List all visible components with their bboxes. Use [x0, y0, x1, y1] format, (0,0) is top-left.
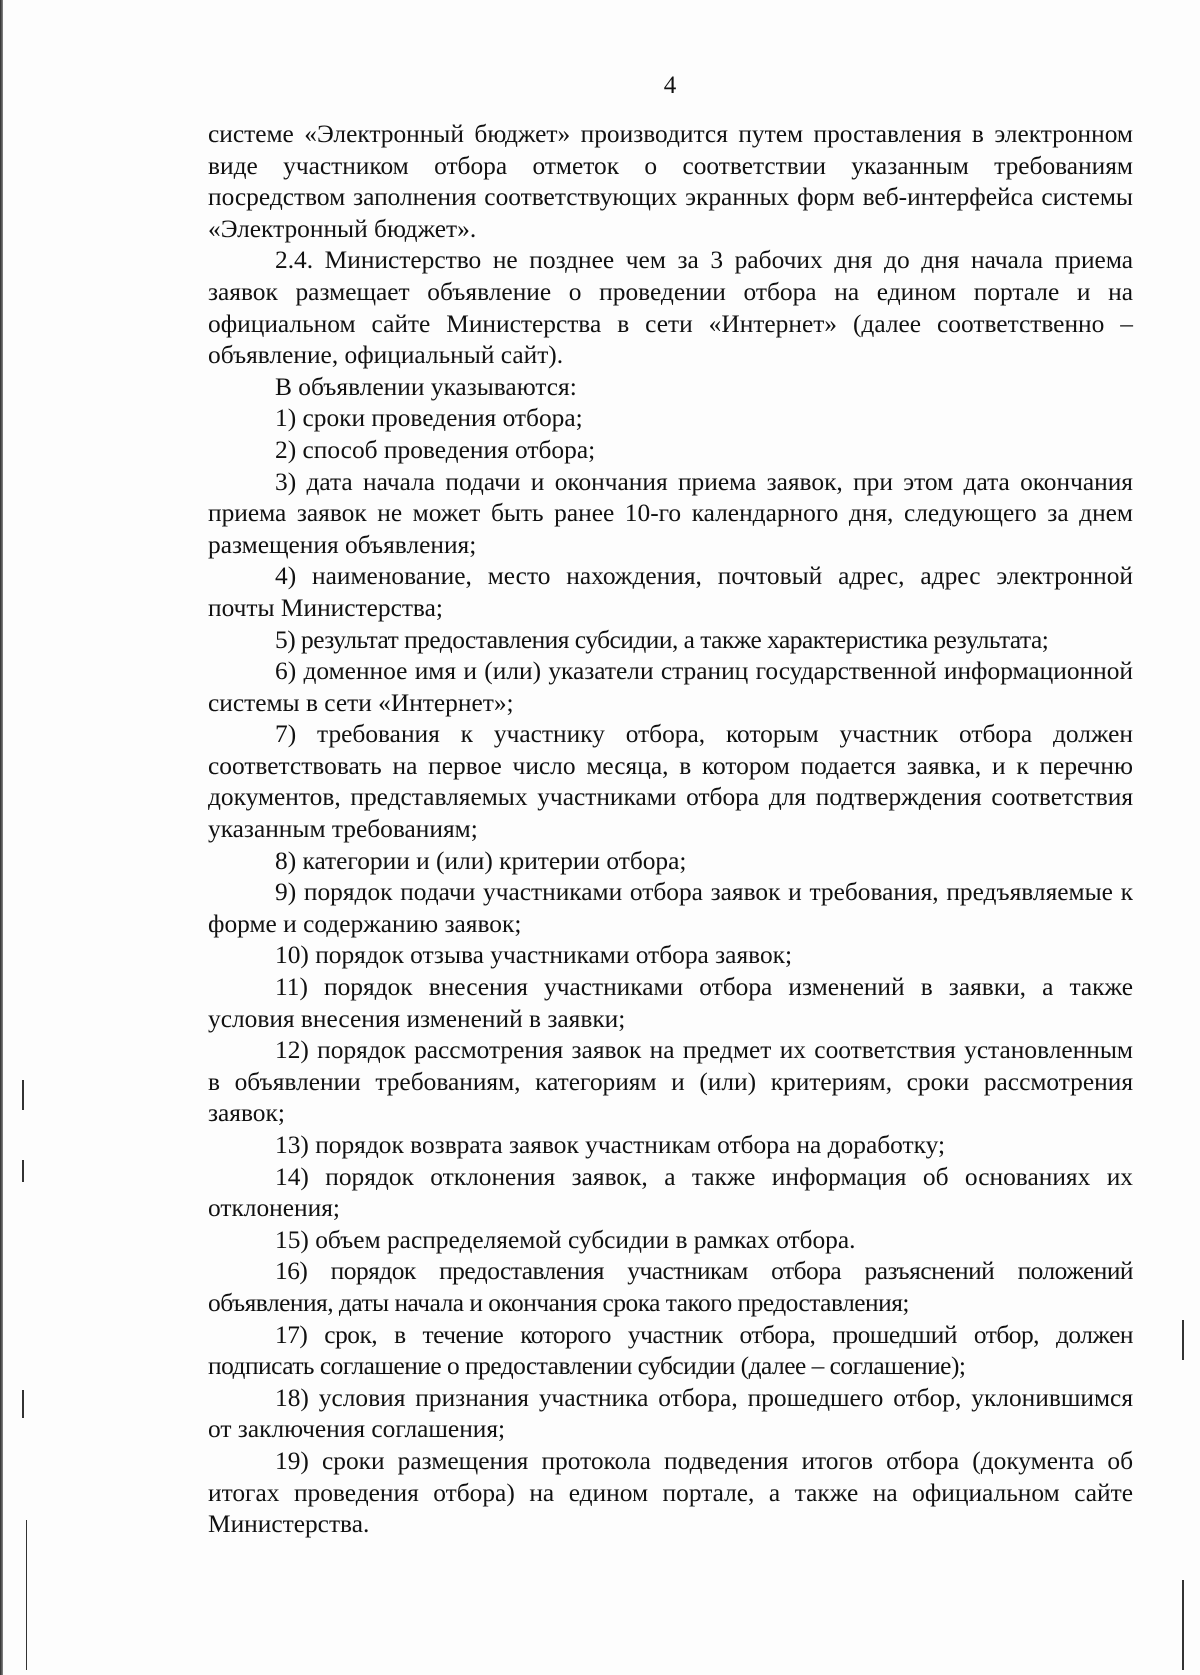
paragraph: 14) порядок отклонения заявок, а также информация об основаниях их отклонения;	[208, 1162, 1133, 1223]
scan-mark	[1182, 1580, 1184, 1670]
paragraph: 7) требования к участнику отбора, которым участник отбора должен соответствовать на первое число месяца, в котором подается заявка, и к перечню документов, представляемых участниками отбора для подтверждения соответствия указанным требованиям;	[208, 720, 1133, 844]
paragraph: 6) доменное имя и (или) указатели страниц государственной информационной системы в сети «Интернет»;	[208, 657, 1133, 717]
paragraph: 2.4. Министерство не позднее чем за 3 рабочих дня до дня начала приема заявок размещает объявление о проведении отбора на едином портале и на официальном сайте Министерства в сети «Интернет» (далее соответственно – объявление, официальный сайт).	[208, 246, 1133, 370]
paragraph: 9) порядок подачи участниками отбора заявок и требования, предъявляемые к форме и содержанию заявок;	[208, 878, 1133, 938]
scan-mark	[22, 1160, 24, 1182]
paragraph: 8) категории и (или) критерии отбора;	[275, 846, 687, 875]
document-body	[208, 119, 1133, 1541]
scan-edge	[0, 0, 3, 1675]
paragraph: 3) дата начала подачи и окончания приема заявок, при этом дата окончания приема заявок не может быть ранее 10-го календарного дня, следующего за днем размещения объявления;	[208, 467, 1133, 559]
paragraph: 10) порядок отзыва участниками отбора заявок;	[275, 941, 793, 970]
paragraph: В объявлении указываются:	[275, 372, 577, 401]
paragraph: 1) сроки проведения отбора;	[275, 404, 583, 433]
paragraph: 15) объем распределяемой субсидии в рамках отбора.	[275, 1225, 856, 1254]
paragraph: 2) способ проведения отбора;	[275, 435, 596, 464]
paragraph: системе «Электронный бюджет» производится путем проставления в электронном виде участником отбора отметок о соответствии указанным требованиям посредством заполнения соответствующих экранных форм веб-интерфейса системы «Электронный бюджет».	[208, 120, 1133, 243]
scan-mark	[22, 1080, 24, 1110]
paragraph: 12) порядок рассмотрения заявок на предмет их соответствия установленным в объявлении требованиям, категориям и (или) критериям, сроки рассмотрения заявок;	[208, 1036, 1133, 1128]
scan-mark	[1182, 1320, 1184, 1360]
paragraph: 16) порядок предоставления участникам отбора разъяснений положений объявления, даты начала и окончания срока такого предоставления;	[208, 1257, 1133, 1317]
scan-mark	[22, 1390, 24, 1418]
paragraph: 19) сроки размещения протокола подведения итогов отбора (документа об итогах проведения отбора) на едином портале, а также на официальном сайте Министерства.	[208, 1446, 1133, 1539]
paragraph: 18) условия признания участника отбора, прошедшего отбор, уклонившимся от заключения соглашения;	[208, 1383, 1133, 1444]
paragraph: 17) срок, в течение которого участник отбора, прошедший отбор, должен подписать соглашение о предоставлении субсидии (далее – соглашение);	[208, 1320, 1133, 1381]
paragraph: 5) результат предоставления субсидии, а также характеристика результата;	[275, 625, 1049, 654]
paragraph: 4) наименование, место нахождения, почтовый адрес, адрес электронной почты Министерства;	[208, 562, 1133, 622]
scan-mark	[26, 1520, 27, 1670]
paragraph: 11) порядок внесения участниками отбора изменений в заявки, а также условия внесения изменений в заявки;	[208, 973, 1133, 1033]
page-number: 4	[663, 72, 677, 99]
paragraph: 13) порядок возврата заявок участникам отбора на доработку;	[275, 1131, 946, 1159]
